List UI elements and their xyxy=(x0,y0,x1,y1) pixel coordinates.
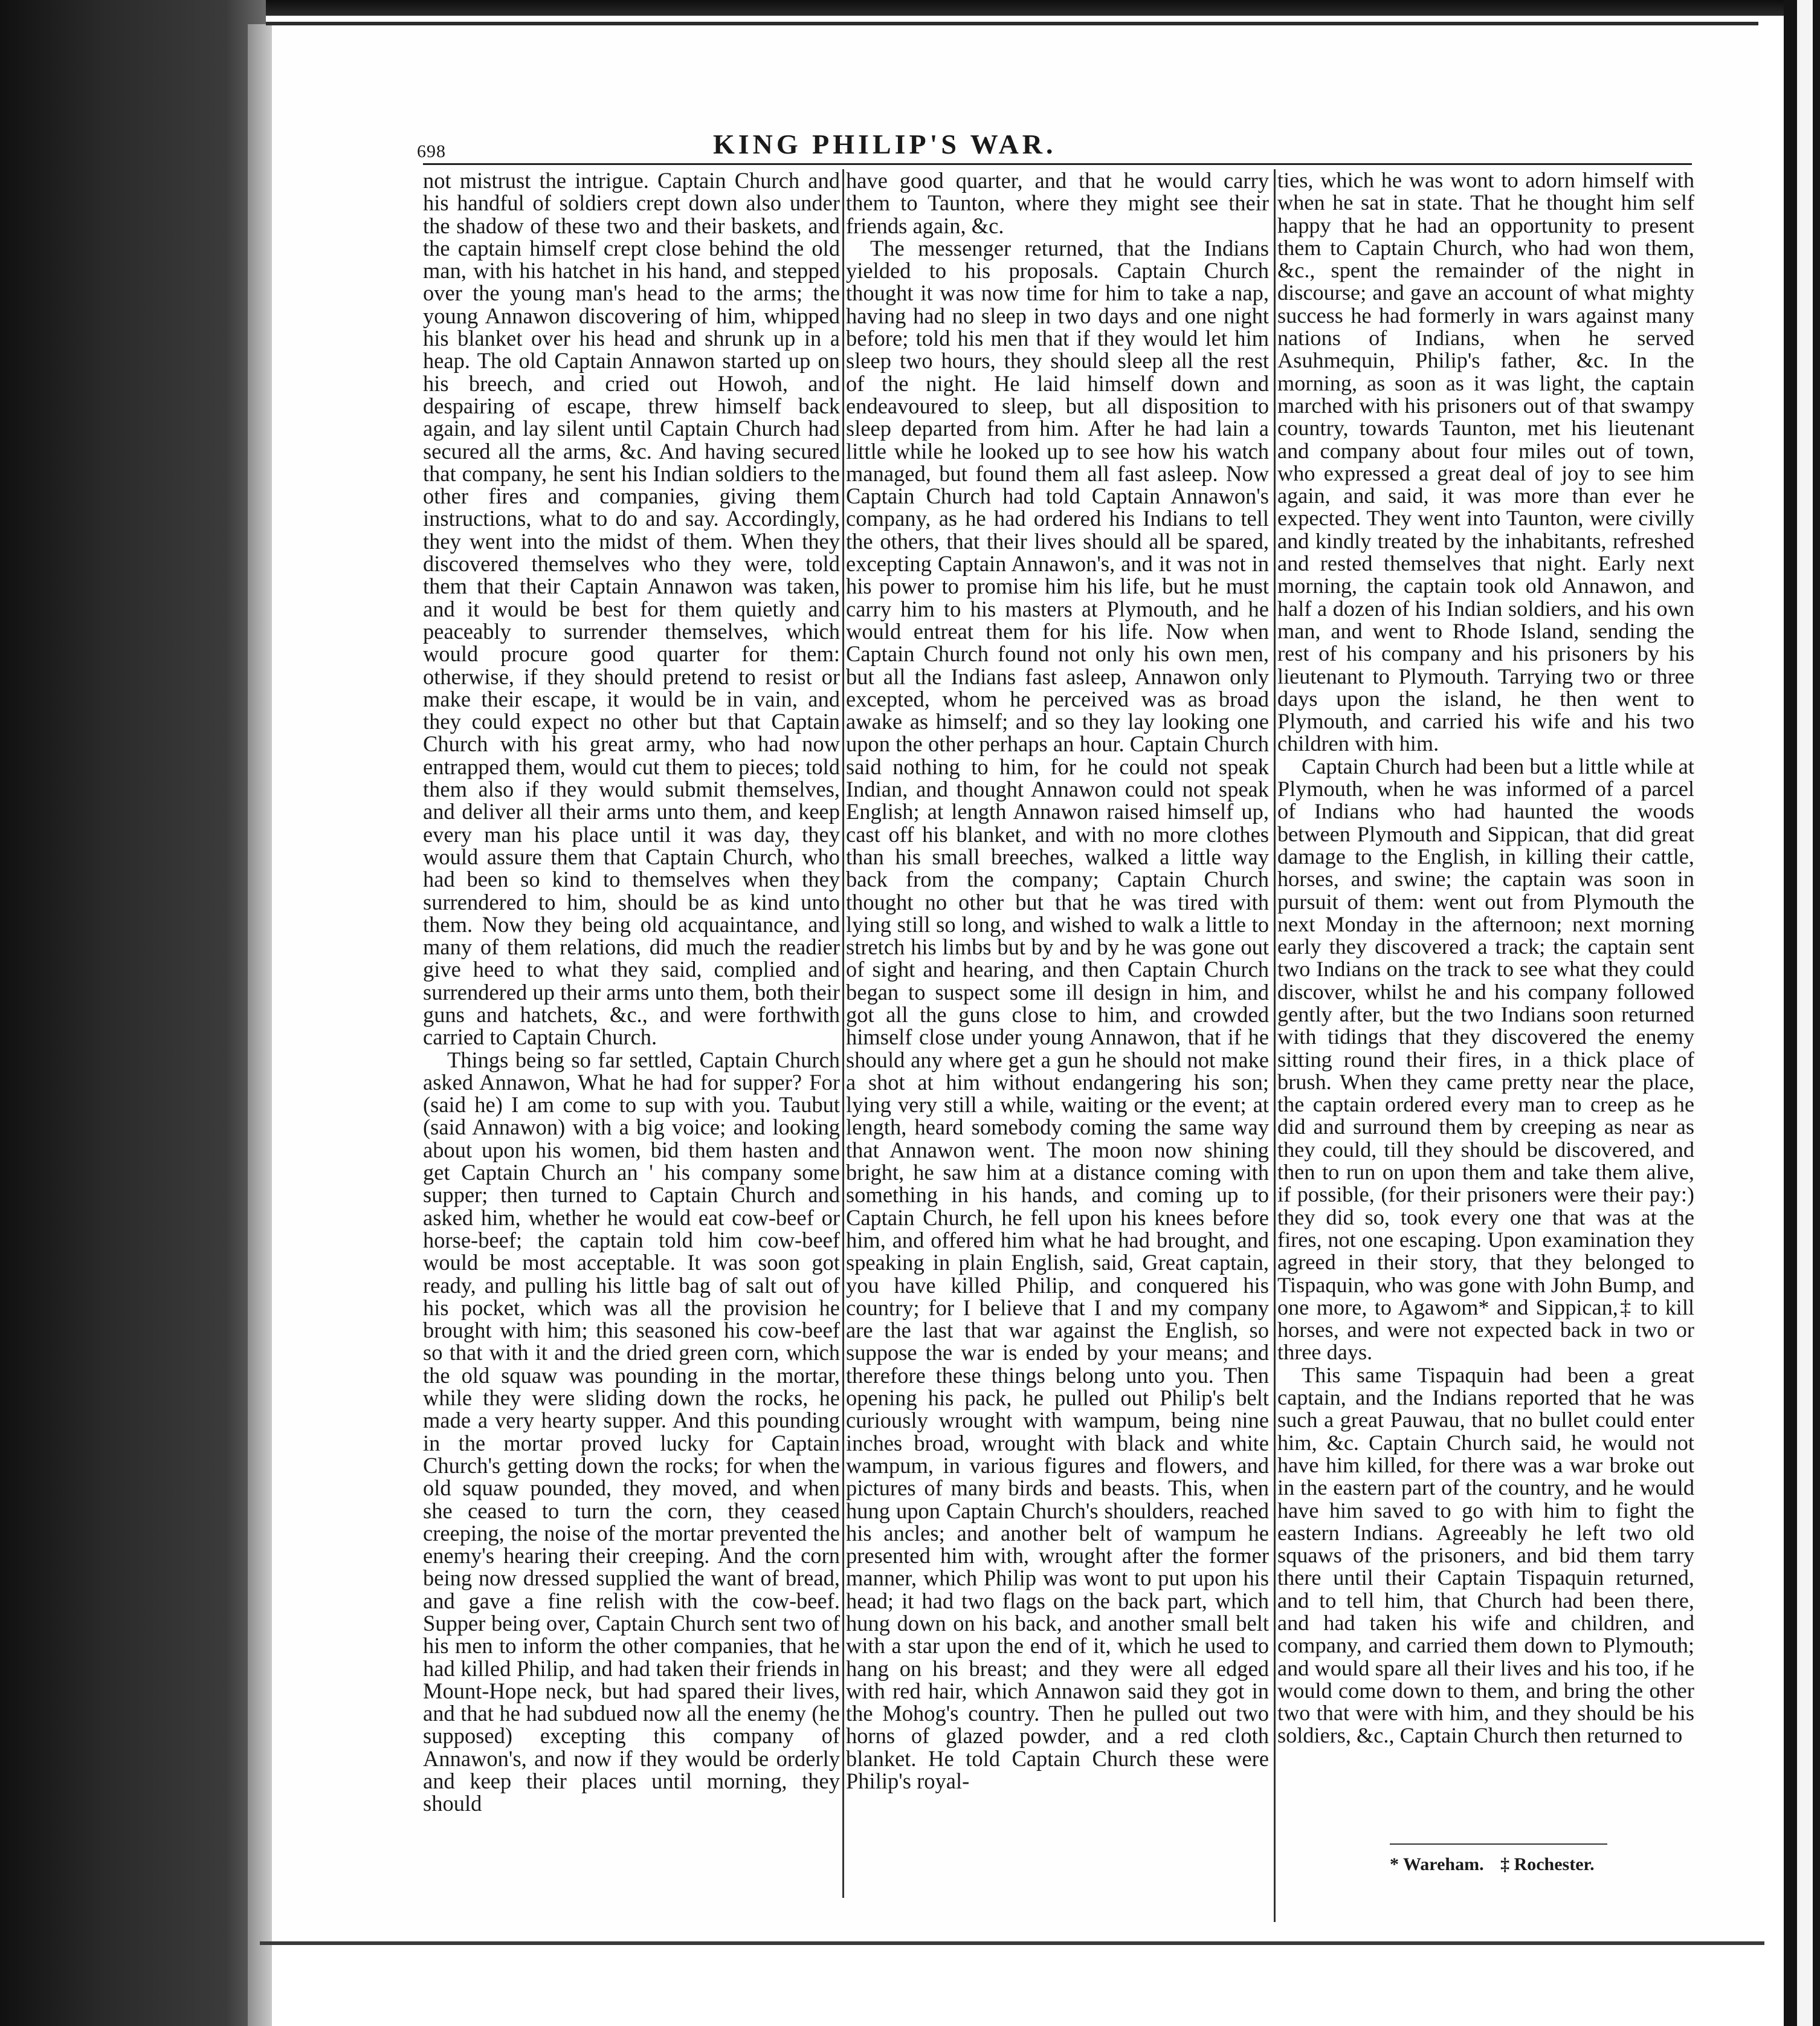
paragraph: have good quarter, and that he would carry them to Taunton, where they might see their friends again, &c. xyxy=(846,168,1269,238)
scan-border-left xyxy=(0,0,266,2026)
column-rule xyxy=(1274,169,1276,1922)
running-head: KING PHILIP'S WAR. xyxy=(713,129,1057,160)
footnote: * Wareham. xyxy=(1390,1854,1484,1874)
paragraph: not mistrust the intrigue. Captain Church and his handful of soldiers crept down also under the shadow of these two and their baskets, and the captain himself crept close behind the old man, with his hatchet in his hand, and stepped over the young man's head to the arms; the young Annawon discovering of him, whipped his blanket over his head and shrunk up in a heap. The old Captain Annawon started up on his breech, and cried out Howoh, and despairing of escape, threw himself back again, and lay silent until Captain Church had secured all the arms, &c. And having secured that company, he sent his Indian soldiers to the other fires and companies, giving them instructions, what to do and say. Accordingly, they went into the midst of them. When they discovered themselves who they were, told them that their Captain Annawon was taken, and it would be best for them quietly and peaceably to surrender themselves, which would procure good quarter for them: otherwise, if they should pretend to resist or make their escape, it would be in vain, and they could expect no other but that Captain Church with his great army, who had now entrapped them, would cut them to pieces; told them also if they would submit themselves, and deliver all their arms unto them, and keep every man his place until it was day, they would assure them that Captain Church, who had been so kind to themselves when they surrendered to him, should be as kind unto them. Now they being old acquaintance, and many of them relations, did much the readier give heed to what they said, complied and surrendered up their arms unto them, both their guns and hatchets, &c., and were forthwith carried to Captain Church. xyxy=(423,168,840,1050)
header-rule xyxy=(423,163,1692,165)
paragraph: Things being so far settled, Captain Church asked Annawon, What he had for supper? For (said he) I am come to sup with you. Taubut (said Annawon) with a big voice; and looking about upon his women, bid them hasten and get Captain Church an ' his company some supper; then turned to Captain Church and asked him, whether he would eat cow-beef or horse-beef; the captain told him cow-beef would be most acceptable. It was soon got ready, and pulling his little bag of salt out of his pocket, which was all the provision he brought with him; this seasoned his cow-beef so that with it and the dried green corn, which the old squaw was pounding in the mortar, while they were sliding down the rocks, he made a very hearty supper. And this pounding in the mortar proved lucky for Captain Church's getting down the rocks; for when the old squaw pounded, they moved, and when she ceased to turn the corn, they ceased creeping, the noise of the mortar prevented the enemy's hearing their creeping. And the corn being now dressed supplied the want of bread, and gave a fine relish with the cow-beef. Supper being over, Captain Church sent two of his men to inform the other companies, that he had killed Philip, and had taken their friends in Mount-Hope neck, but had spared their lives, and that he had subdued now all the enemy (he supposed) excepting this company of Annawon's, and now if they would be orderly and keep their places until morning, they should xyxy=(423,1047,840,1816)
scan-border-top xyxy=(0,0,1820,16)
footnote-rule xyxy=(1390,1843,1607,1845)
scan-bottom-rule xyxy=(260,1941,1764,1945)
paragraph: The messenger returned, that the Indians yielded to his proposals. Captain Church thought it was now time for him to take a nap, having had no sleep in two days and one night before; told his men that if they would let him sleep two hours, they should sleep all the rest of the night. He laid himself down and endeavoured to sleep, but all disposition to sleep departed from him. After he had lain a little while he looked up to see how his watch managed, but found them all fast asleep. Now Captain Church had told Captain Annawon's company, as he had ordered his Indians to tell the others, that their lives should all be spared, excepting Captain Annawon's, and it was not in his power to promise him his life, but he must carry him to his masters at Plymouth, and he would entreat them for his life. Now when Captain Church found not only his own men, but all the Indians fast asleep, Annawon only excepted, whom he perceived was as broad awake as himself; and so they lay looking one upon the other perhaps an hour. Captain Church said nothing to him, for he could not speak Indian, and thought Annawon could not speak English; at length Annawon raised himself up, cast off his blanket, and with no more clothes than his small breeches, walked a little way back from the company; Captain Church thought no other but that he was tired with lying still so long, and wished to walk a little to stretch his limbs but by and by he was gone out of sight and hearing, and then Captain Church began to suspect some ill design in him, and got all the guns close to him, and crowded himself close under young Annawon, that if he should any where get a gun he should not make a shot at him without endangering his son; lying very still a while, waiting or the event; at length, heard somebody coming the same way that Annawon went. The moon now shining bright, he saw him at a distance coming with something in his hands, and coming up to Captain Church, he fell upon his knees before him, and offered him what he had brought, and speaking in plain English, said, Great captain, you have killed Philip, and conquered his country; for I believe that I and my company are the last that war against the English, so suppose the war is ended by your means; and therefore these things belong unto you. Then opening his pack, he pulled out Philip's belt curiously wrought with wampum, being nine inches broad, wrought with black and white wampum, in various figures and flowers, and pictures of many birds and beasts. This, when hung upon Captain Church's shoulders, reached his ancles; and another belt of wampum he presented him with, wrought after the former manner, which Philip was wont to put upon his head; it had two flags on the back part, which hung down on his back, and another small belt with a star upon the end of it, which he used to hang on his breast; and they were all edged with red hair, which Annawon said they got in the Mohog's country. Then he pulled out two horns of glazed powder, and a red cloth blanket. He told Captain Church these were Philip's royal- xyxy=(846,235,1269,1794)
paragraph: Captain Church had been but a little while at Plymouth, when he was informed of a parcel of Indians who had haunted the woods between Plymouth and Sippican, that did great damage to the English, in killing their cattle, horses, and swine; the captain was soon in pursuit of them: went out from Plymouth the next Monday in the afternoon; next morning early they discovered a track; the captain sent two Indians on the track to see what they could discover, whilst he and his company followed gently after, but the two Indians soon returned with tidings that they discovered the enemy sitting round their fires, in a thick place of brush. When they came pretty near the place, the captain ordered every man to creep as he did and surround them by creeping as near as they could, till they should be discovered, and then to run on upon them and take them alive, if possible, (for their prisoners were their pay:) they did so, took every one that was at the fires, not one escaping. Upon examination they agreed in their story, that they belonged to Tispaquin, who was gone with John Bump, and one more, to Agawom* and Sippican,‡ to kill horses, and were not expected back in two or three days. xyxy=(1277,754,1694,1365)
footnotes xyxy=(1390,1854,1692,1875)
text-column-3 xyxy=(1277,168,1694,1748)
scan-top-rule xyxy=(266,22,1758,25)
page-gutter-shadow xyxy=(248,24,272,2026)
footnote: ‡ Rochester. xyxy=(1500,1854,1595,1874)
text-column-2 xyxy=(846,169,1269,1904)
paragraph: ties, which he was wont to adorn himself with when he sat in state. That he thought him self happy that he had an opportunity to present them to Captain Church, who had won them, &c., spent the remainder of the night in discourse; and gave an account of what mighty success he had formerly in wars against many nations of Indians, when he served Asuhmequin, Philip's father, &c. In the morning, as soon as it was light, the captain marched with his prisoners out of that swampy country, towards Taunton, met his lieutenant and company about four miles out of town, who expressed a great deal of joy to see him again, and said, it was more than ever he expected. They went into Taunton, were civilly and kindly treated by the inhabitants, refreshed and rested themselves that night. Early next morning, the captain took old Annawon, and half a dozen of his Indian soldiers, and his own man, and went to Rhode Island, sending the rest of his company and his prisoners by his lieutenant to Plymouth. Tarrying two or three days upon the island, he then went to Plymouth, and carried his wife and his two children with him. xyxy=(1277,168,1694,756)
paragraph: This same Tispaquin had been a great captain, and the Indians reported that he was such a great Pauwau, that no bullet could enter him, &c. Captain Church said, he would not have him killed, for there was a war broke out in the eastern part of the country, and he would have him saved to go with him to fight the eastern Indians. Agreeably he left two old squaws of the prisoners, and bid them tarry there until their Captain Tispaquin returned, and to tell him, that Church had been there, and had taken his wife and children, and company, and carried them down to Plymouth; and would spare all their lives and his too, if he would come down to them, and bring the other two that were with him, and they should be his soldiers, &c., Captain Church then returned to xyxy=(1277,1362,1694,1748)
column-rule xyxy=(842,169,844,1898)
page-number: 698 xyxy=(417,141,446,161)
text-column-1 xyxy=(423,169,840,1904)
scan-border-right xyxy=(1784,0,1820,2026)
